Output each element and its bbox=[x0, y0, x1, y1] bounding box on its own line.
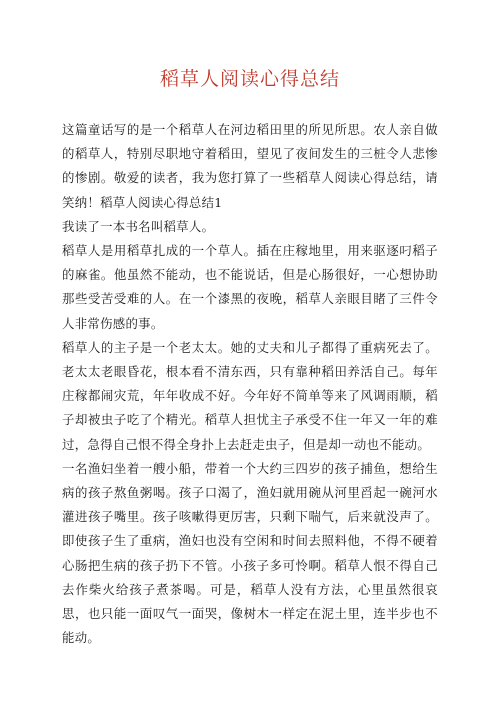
document-body bbox=[62, 118, 438, 650]
paragraph-intro: 这篇童话写的是一个稻草人在河边稻田里的所见所思。农人亲自做的稻草人，特别尽职地守着稻田，望见了夜间发生的三桩令人悲惨的惨剧。敬爱的读者，我为您打算了一些稻草人阅读心得总结，请笑纳！稻草人阅读心得总结1 bbox=[62, 122, 438, 210]
paragraph-book: 我读了一本书名叫稻草人。 bbox=[62, 218, 215, 234]
document-title: 稻草人阅读心得总结 bbox=[159, 68, 340, 90]
paragraph-old-woman: 稻草人的主子是一个老太太。她的丈夫和儿子都得了重病死去了。老太太老眼昏花，根本看不清东西，只有靠种稻田养活自己。每年庄稼都闹灾荒，年年收成不好。今年好不简单等来了风调雨顺，稻子却被虫子吃了个精光。稻草人担忧主子承受不住一年又一年的难过，急得自己恨不得全身扑上去赶走虫子，但是却一动也不能动。 bbox=[62, 339, 438, 452]
paragraph-fisherwoman: 一名渔妇坐着一艘小船，带着一个大约三四岁的孩子捕鱼，想给生病的孩子熬鱼粥喝。孩子口渴了，渔妇就用碗从河里舀起一碗河水灌进孩子嘴里。孩子咳嗽得更厉害，只剩下喘气，后来就没声了。即使孩子生了重病，渔妇也没有空闲和时间去照料他，不得不硬着心肠把生病的孩子扔下不管。小孩子多可怜啊。稻草人恨不得自己去作柴火给孩子煮茶喝。可是，稻草人没有方法，心里虽然很哀思，也只能一面叹气一面哭，像树木一样定在泥土里，连半步也不能动。 bbox=[62, 460, 438, 646]
paragraph-scarecrow: 稻草人是用稻草扎成的一个草人。插在庄稼地里，用来驱逐叼稻子的麻雀。他虽然不能动，也不能说话，但是心肠很好，一心想协助那些受苦受难的人。在一个漆黑的夜晚，稻草人亲眼目睹了三件令人非常伤感的事。 bbox=[62, 243, 438, 331]
